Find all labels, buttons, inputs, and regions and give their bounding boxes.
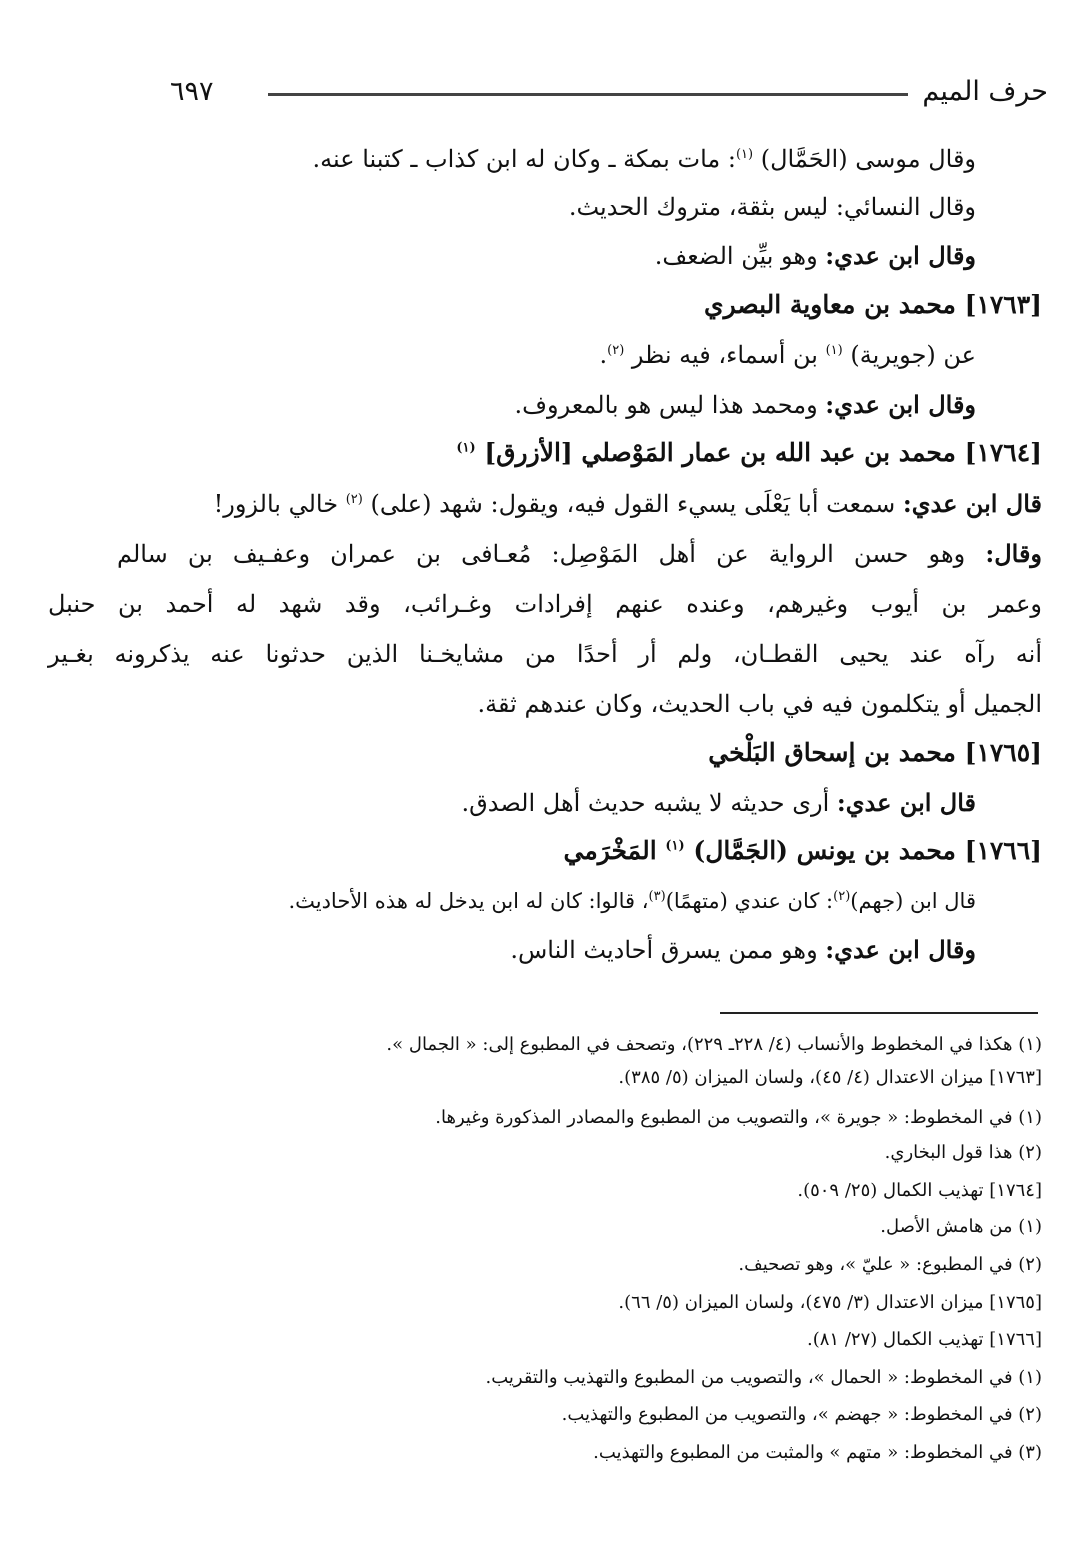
footnote: [١٧٦٣] ميزان الاعتدال (٤/ ٤٥)، ولسان الميزان (٥/ ٣٨٥).: [618, 1067, 1042, 1088]
chapter-title: حرف الميم: [922, 76, 1048, 107]
text-line: وعمر بن أيوب وغيرهم، وعنده عنهم إفرادات وغـرائب، وقد شهد له أحمد بن حنبل: [48, 590, 1042, 618]
entry-heading-1766: [١٧٦٦] محمد بن يونس (الجَمَّال) $^{(١)}$ المَخْرَمي: [563, 836, 1042, 865]
text-line: وقال ابن عدي: وهو ممن يسرق أحاديث الناس.: [510, 935, 976, 964]
footnote-ref: (١): [735, 147, 754, 162]
footnote: [١٧٦٦] تهذيب الكمال (٢٧/ ٨١).: [807, 1329, 1042, 1350]
footnote: (٣) في المخطوط: « متهم » والمثبت من المطبوع والتهذيب.: [593, 1442, 1042, 1463]
footnote-ref: (١): [665, 838, 685, 854]
footnote-ref: (١): [825, 343, 843, 358]
footnote: (٢) في المخطوط: « جهضم »، والتصويب من المطبوع والتهذيب.: [561, 1404, 1042, 1425]
entry-heading-1763: [١٧٦٣] محمد بن معاوية البصري: [704, 290, 1042, 319]
footnote: (١) من هامش الأصل.: [880, 1216, 1042, 1237]
footnote-ref: (٢): [345, 492, 363, 507]
footnote: (١) هكذا في المخطوط والأنساب (٤/ ٢٢٨ـ ٢٢٩)، وتصحف في المطبوع إلى: « الجمال ».: [386, 1034, 1042, 1055]
text-line: عن (جويرية) $^{(١)}$ بن أسماء، فيه نظر $^{(٢)}$.: [599, 341, 976, 369]
footnote-ref: (١): [456, 440, 476, 456]
footnote: [١٧٦٥] ميزان الاعتدال (٣/ ٤٧٥)، ولسان الميزان (٥/ ٦٦).: [618, 1292, 1042, 1313]
footnote-separator: [720, 1012, 1038, 1014]
footnote: (٢) هذا قول البخاري.: [884, 1142, 1042, 1163]
text-line: قال ابن (جهم)$^{(٢)}$: كان عندي (متهمًا)$^{(٣)}$، قالوا: كان له ابن يدخل له هذه الأحاديث.: [288, 889, 976, 913]
text-line: وقال: وهو حسن الرواية عن أهل المَوْصِل: مُعـافى بن عمران وعفـيف بن سالم: [117, 539, 1042, 568]
text-line: وقال ابن عدي: وهو بيِّن الضعف.: [654, 241, 976, 270]
text-line: وقال ابن عدي: ومحمد هذا ليس هو بالمعروف.: [514, 390, 976, 419]
footnote-ref: (٢): [833, 889, 851, 904]
entry-heading-1765: [١٧٦٥] محمد بن إسحاق البَلْخي: [708, 738, 1042, 767]
footnote-ref: (٣): [648, 889, 666, 904]
text-line: أنه رآه عند يحيى القطـان، ولم أر أحدًا من مشايخـنا الذين حدثونا عنه يذكرونه بغـير: [48, 640, 1042, 668]
text-line: قال ابن عدي: أرى حديثه لا يشبه حديث أهل الصدق.: [461, 788, 976, 817]
footnote: [١٧٦٤] تهذيب الكمال (٢٥/ ٥٠٩).: [797, 1180, 1042, 1201]
text-line: قال ابن عدي: سمعت أبا يَعْلَى يسيء القول فيه، ويقول: شهد (على) $^{(٢)}$ خالي بالزور!: [213, 489, 1042, 518]
text-line: الجميل أو يتكلمون فيه في باب الحديث، وكان عندهم ثقة.: [477, 690, 1042, 718]
entry-heading-1764: [١٧٦٤] محمد بن عبد الله بن عمار المَوْصلي [الأزرق] $^{(١)}$: [456, 438, 1042, 467]
running-header: [170, 72, 1048, 112]
footnote-ref: (٢): [607, 343, 625, 358]
footnote: (١) في المخطوط: « جويرة »، والتصويب من المطبوع والمصادر المذكورة وغيرها.: [435, 1107, 1042, 1128]
text-line: وقال النسائي: ليس بثقة، متروك الحديث.: [568, 193, 976, 221]
footnote: (١) في المخطوط: « الحمال »، والتصويب من المطبوع والتهذيب والتقريب.: [485, 1367, 1042, 1388]
header-rule: [268, 93, 908, 96]
text-line: وقال موسى (الحَمَّال) $^{(١)}$: مات بمكة ـ وكان له ابن كذاب ـ كتبنا عنه.: [312, 145, 976, 173]
page-number: ٦٩٧: [170, 76, 214, 107]
footnote: (٢) في المطبوع: « عليّ »، وهو تصحيف.: [738, 1254, 1042, 1275]
